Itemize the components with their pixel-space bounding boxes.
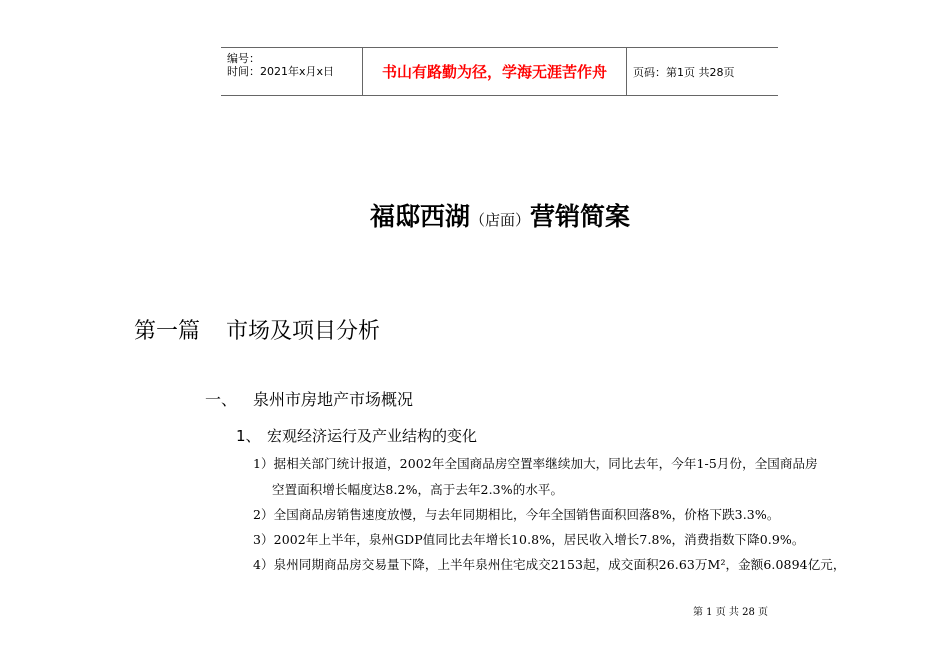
header-meta-cell xyxy=(221,48,363,95)
header-page-info: 页码：第1页 共28页 xyxy=(633,65,735,79)
paragraph-line: 空置面积增长幅度达8.2%，高于去年2.3%的水平。 xyxy=(272,482,564,497)
subsection-heading xyxy=(236,425,477,446)
subsection-number: 1、 xyxy=(236,427,261,445)
paragraph-line: 1）据相关部门统计报道，2002年全国商品房空置率继续加大，同比去年，今年1-5月份，全国商品房 xyxy=(253,456,818,471)
page-header xyxy=(221,47,778,96)
document-time-label: 时间：2021年x月x日 xyxy=(227,65,335,78)
paragraph-line: 3）2002年上半年，泉州GDP值同比去年增长10.8%，居民收入增长7.8%，消费指数下降0.9%。 xyxy=(253,532,805,547)
document-number-label: 编号： xyxy=(227,52,260,65)
subsection-name: 宏观经济运行及产业结构的变化 xyxy=(267,427,478,445)
section-number: 一、 xyxy=(205,390,238,409)
paragraph-line: 4）泉州同期商品房交易量下降，上半年泉州住宅成交2153起，成交面积26.63万M²，金额6.0894亿元， xyxy=(253,557,846,572)
title-paren: （店面） xyxy=(469,211,530,229)
chapter-name: 市场及项目分析 xyxy=(226,319,381,344)
title-main-before: 福邸西湖 xyxy=(369,202,470,231)
title-main-after: 营销简案 xyxy=(530,202,631,231)
header-motto: 书山有路勤为径，学海无涯苦作舟 xyxy=(363,48,627,95)
chapter-heading xyxy=(134,314,380,345)
document-title xyxy=(0,197,950,233)
chapter-number: 第一篇 xyxy=(134,319,201,344)
paragraph-line: 2）全国商品房销售速度放慢，与去年同期相比，今年全国销售面积回落8%，价格下跌3.3%。 xyxy=(253,507,780,522)
section-name: 泉州市房地产市场概况 xyxy=(253,390,414,409)
section-heading xyxy=(205,387,413,410)
page-footer: 第 1 页 共 28 页 xyxy=(693,607,768,618)
